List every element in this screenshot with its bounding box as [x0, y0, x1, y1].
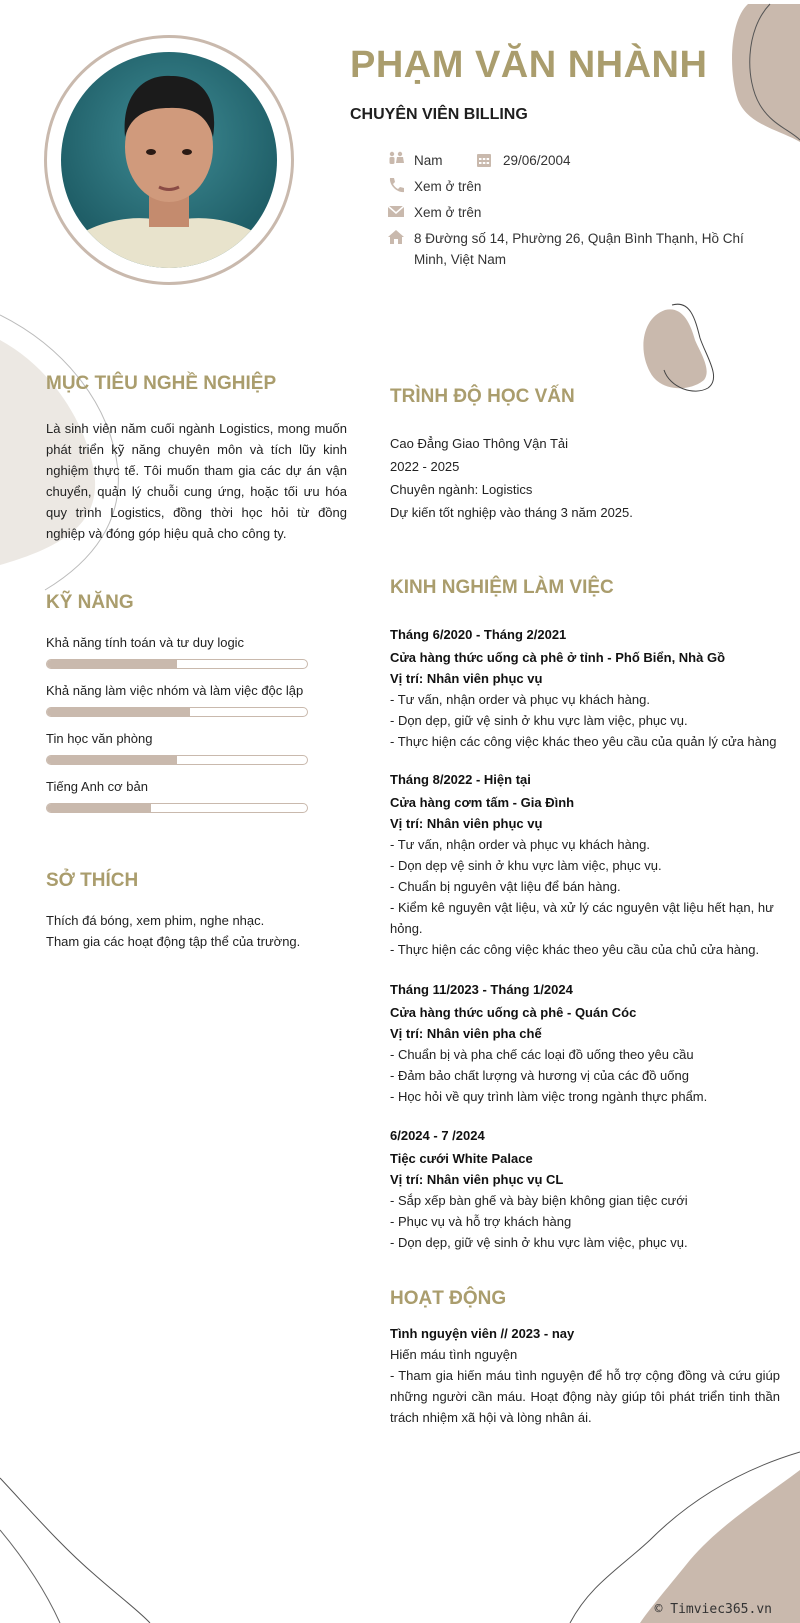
skill-label: Tin học văn phòng — [46, 731, 153, 746]
job-company: Cửa hàng cơm tấm - Gia Đình — [390, 795, 575, 810]
job-task: - Thực hiện các công việc khác theo yêu cầu của chủ cửa hàng. — [390, 942, 760, 957]
job-task: - Sắp xếp bàn ghế và bày biện không gian tiệc cưới — [390, 1193, 688, 1208]
skill-label: Khả năng tính toán và tư duy logic — [46, 635, 245, 650]
job-date: Tháng 8/2022 - Hiện tại — [390, 772, 531, 787]
address-line-2: Minh, Việt Nam — [414, 252, 507, 267]
job-task: - Dọn dẹp vệ sinh ở khu vực làm việc, phục vụ. — [390, 858, 662, 873]
profile-photo — [61, 52, 277, 268]
job-task: - Học hỏi về quy trình làm việc trong ngành thực phẩm. — [390, 1089, 708, 1104]
skills-heading: KỸ NĂNG — [46, 592, 134, 613]
job-company: Cửa hàng thức uống cà phê - Quán Cóc — [390, 1005, 637, 1020]
activity-name: Hiến máu tình nguyện — [390, 1347, 518, 1362]
email-value: Xem ở trên — [414, 205, 482, 220]
skill-label: Khả năng làm việc nhóm và làm việc độc lập — [46, 683, 304, 698]
avatar — [61, 52, 277, 268]
skill-bar — [46, 803, 308, 813]
experience-item — [390, 624, 780, 752]
job-position: Vị trí: Nhân viên phục vụ — [390, 671, 543, 686]
objective-text: Là sinh viên năm cuối ngành Logistics, mong muốn phát triển kỹ năng chuyên môn và tích lũy kinh nghiệm thực tế. Tôi muốn tham gia các dự án vận chuyển, quản lý chuỗi cung ứng, hoặc tối ưu hóa quy trình Logistics, đồng thời học hỏi từ đồng nghiệp và đóng góp hiệu quả cho công ty. — [46, 421, 347, 541]
experience-item — [390, 1125, 780, 1253]
education-school: Cao Đẳng Giao Thông Vận Tải — [390, 436, 569, 451]
job-task: - Dọn dẹp, giữ vệ sinh ở khu vực làm việc, phục vụ. — [390, 713, 688, 728]
skill-bar-fill — [47, 708, 190, 716]
skill-bar-fill — [47, 804, 151, 812]
activities-heading: HOẠT ĐỘNG — [390, 1288, 507, 1309]
email-icon — [387, 202, 405, 220]
education-major: Chuyên ngành: Logistics — [390, 482, 533, 497]
job-position: Vị trí: Nhân viên phục vụ CL — [390, 1172, 564, 1187]
job-date: Tháng 11/2023 - Tháng 1/2024 — [390, 982, 573, 997]
activity-item — [390, 1323, 780, 1428]
job-task: - Tư vấn, nhận order và phục vụ khách hàng. — [390, 837, 650, 852]
skill-bar — [46, 707, 308, 717]
job-date: Tháng 6/2020 - Tháng 2/2021 — [390, 627, 567, 642]
job-task: - Thực hiện các công việc khác theo yêu cầu của quản lý cửa hàng — [390, 734, 777, 749]
education-years: 2022 - 2025 — [390, 459, 460, 474]
job-company: Tiệc cưới White Palace — [390, 1151, 533, 1166]
phone-icon — [387, 176, 405, 194]
job-position: Vị trí: Nhân viên pha chế — [390, 1026, 542, 1041]
job-task: - Đảm bảo chất lượng và hương vị của các đồ uống — [390, 1068, 689, 1083]
job-task: - Kiểm kê nguyên vật liệu, và xử lý các nguyên vật liệu hết hạn, hư hỏng. — [390, 900, 774, 936]
education-heading: TRÌNH ĐỘ HỌC VẤN — [390, 386, 575, 407]
hobbies-line: Thích đá bóng, xem phim, nghe nhạc. — [46, 913, 265, 928]
hobbies-text — [46, 910, 356, 952]
candidate-name: PHẠM VĂN NHÀNH — [350, 44, 708, 86]
hobbies-line: Tham gia các hoạt động tập thể của trường. — [46, 934, 301, 949]
job-company: Cửa hàng thức uống cà phê ở tỉnh - Phố Biển, Nhà Gồ — [390, 650, 726, 665]
education-note: Dự kiến tốt nghiệp vào tháng 3 năm 2025. — [390, 505, 633, 520]
skill-bar-fill — [47, 660, 177, 668]
activity-title: Tình nguyện viên // 2023 - nay — [390, 1326, 575, 1341]
calendar-icon — [475, 151, 493, 169]
job-task: - Chuẩn bị nguyên vật liệu để bán hàng. — [390, 879, 621, 894]
job-date: 6/2024 - 7 /2024 — [390, 1128, 485, 1143]
skill-label: Tiếng Anh cơ bản — [46, 779, 149, 794]
skill-bar — [46, 755, 308, 765]
skill-bar — [46, 659, 308, 669]
dob-value: 29/06/2004 — [503, 153, 571, 168]
experience-item — [390, 979, 780, 1107]
skill-bar-fill — [47, 756, 177, 764]
watermark: © Timviec365.vn — [654, 1602, 772, 1617]
address-line-1: 8 Đường số 14, Phường 26, Quận Bình Thạnh, Hồ Chí — [414, 231, 744, 246]
education-details — [390, 432, 780, 524]
job-title: CHUYÊN VIÊN BILLING — [350, 106, 528, 123]
objective-heading: MỤC TIÊU NGHỀ NGHIỆP — [46, 373, 277, 394]
address-value — [414, 228, 744, 270]
job-position: Vị trí: Nhân viên phục vụ — [390, 816, 543, 831]
gender-value: Nam — [414, 153, 443, 168]
phone-value: Xem ở trên — [414, 179, 482, 194]
profile-photo-frame — [44, 35, 294, 285]
home-icon — [387, 228, 405, 246]
activity-description: - Tham gia hiến máu tình nguyện để hỗ trợ cộng đồng và cứu giúp những người cần máu. Hoạt động này giúp tôi phát triển tinh thần trách nhiệm xã hội và lòng nhân ái. — [390, 1368, 780, 1425]
job-task: - Dọn dẹp, giữ vệ sinh ở khu vực làm việc, phục vụ. — [390, 1235, 688, 1250]
experience-item — [390, 769, 780, 960]
job-task: - Chuẩn bị và pha chế các loại đồ uống theo yêu cầu — [390, 1047, 694, 1062]
gender-icon — [387, 151, 405, 169]
job-task: - Phục vụ và hỗ trợ khách hàng — [390, 1214, 572, 1229]
hobbies-heading: SỞ THÍCH — [46, 870, 139, 891]
job-task: - Tư vấn, nhận order và phục vụ khách hàng. — [390, 692, 650, 707]
experience-heading: KINH NGHIỆM LÀM VIỆC — [390, 577, 614, 598]
